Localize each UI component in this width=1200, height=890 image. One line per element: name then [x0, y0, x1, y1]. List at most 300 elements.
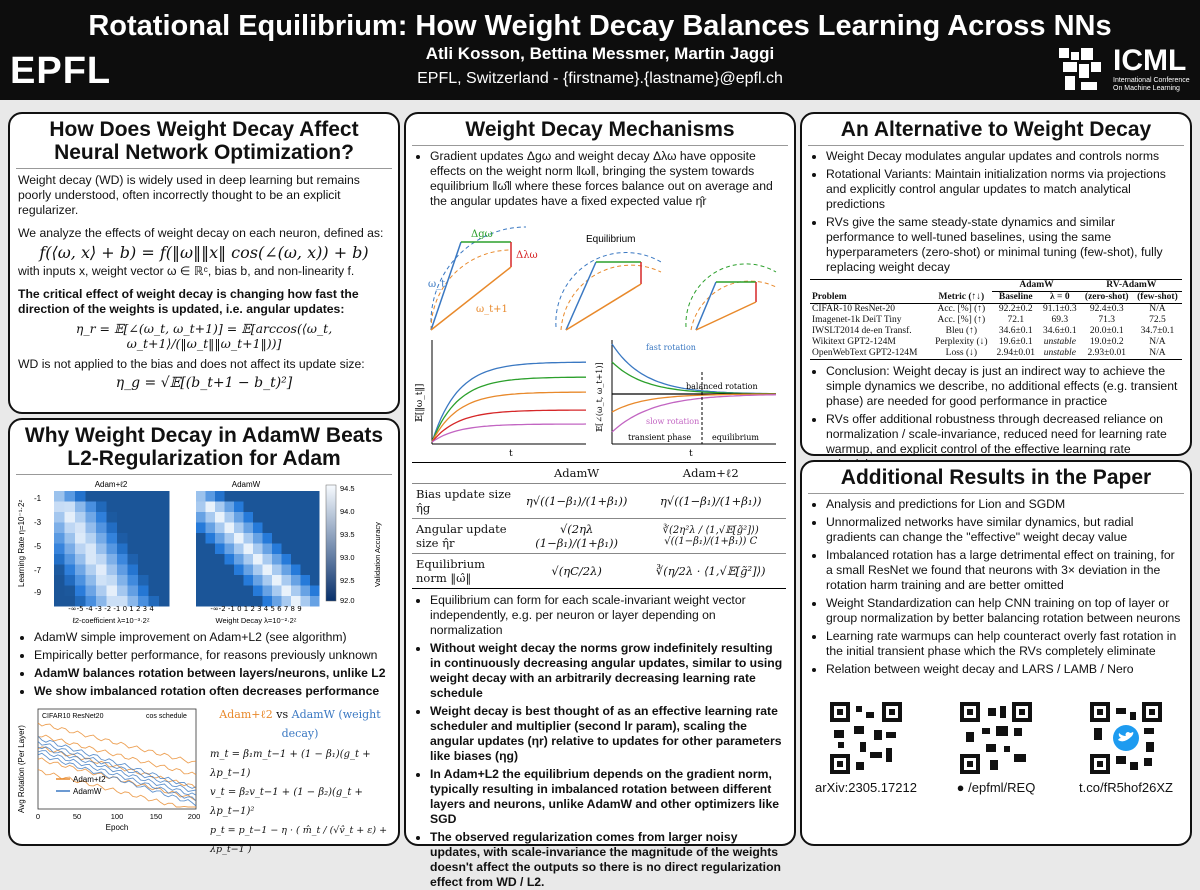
- heatmap-cell: [310, 554, 320, 565]
- table-row: [412, 554, 786, 589]
- heatmap-cell: [159, 491, 170, 502]
- authors: Atli Kosson, Bettina Messmer, Martin Jaggi: [425, 44, 775, 63]
- heatmap-cell: [234, 554, 244, 565]
- norm-circle: [686, 264, 776, 327]
- heatmap-cell: [107, 575, 118, 586]
- twitter-qr-code[interactable]: [1090, 702, 1162, 774]
- heatmap-cell: [244, 586, 254, 597]
- table-cell: unstable: [1043, 337, 1076, 347]
- heatmap-cell: [282, 502, 292, 513]
- ytick: -1: [34, 494, 42, 503]
- heatmap-cell: [272, 575, 282, 586]
- slow-rotation-label: slow rotation: [646, 417, 700, 426]
- github-label[interactable]: [936, 780, 1056, 795]
- inputs-text: with inputs x, weight vector ω ∈ ℝᶜ, bias b, and non-linearity f.: [18, 264, 355, 278]
- panel-weight-decay-optimization: [8, 112, 400, 414]
- panel-title: An Alternative to Weight Decay: [808, 118, 1184, 146]
- table-group-header: AdamW: [992, 280, 1080, 292]
- table-header: Baseline: [998, 292, 1033, 302]
- angular-update-equation: η_r = 𝔼[∠(ω_t, ω_t+1)] = 𝔼[arccos(⟨ω_t, ω_t+1⟩/(‖ω_t‖‖ω_t+1‖))]: [75, 321, 333, 351]
- cb-tick: 92.5: [340, 576, 355, 585]
- github-link-text: /epfml/REQ: [968, 780, 1036, 795]
- table-cell: 92.2±0.2: [998, 304, 1033, 314]
- analyze-text: We analyze the effects of weight decay on each neuron, defined as:: [18, 226, 384, 240]
- transient-label: transient phase: [628, 433, 692, 442]
- heatmap-cell: [196, 512, 206, 523]
- table-cell: Angular update size η̂r: [412, 519, 518, 554]
- rot-schedule: cos schedule: [146, 713, 187, 720]
- heatmap-cell: [253, 575, 263, 586]
- arxiv-label[interactable]: arXiv:2305.17212: [815, 780, 917, 795]
- heatmap-cell: [310, 544, 320, 555]
- heatmap-cell: [272, 533, 282, 544]
- results-table: [810, 279, 1182, 360]
- results-table-body: [810, 304, 1182, 360]
- heatmap-cell: [149, 565, 160, 576]
- plot1-xlabel: t: [509, 449, 513, 459]
- dynamics-plots: [406, 332, 790, 462]
- heatmap-cell: [301, 586, 311, 597]
- icml-logo: [1055, 44, 1195, 96]
- heatmap-cell: [65, 575, 76, 586]
- cb-tick: 92.0: [340, 596, 355, 605]
- heatmap-cell: [138, 533, 149, 544]
- dynamics-curve: [432, 362, 586, 442]
- heatmap-cell: [310, 523, 320, 534]
- xtick: 100: [110, 812, 124, 821]
- twitter-label[interactable]: t.co/fR5hof26XZ: [1079, 780, 1173, 795]
- heatmap-cell: [301, 596, 311, 607]
- heatmap-figure: [16, 477, 392, 627]
- heatmap-cell: [117, 586, 128, 597]
- table-header: λ = 0: [1050, 292, 1070, 302]
- heatmap-cell: [253, 554, 263, 565]
- heatmap-cell: [215, 502, 225, 513]
- table-cell: N/A: [1149, 348, 1166, 358]
- rot-title: CIFAR10 ResNet20: [42, 713, 104, 720]
- table-cell: unstable: [1043, 348, 1076, 358]
- heatmap-cell: [272, 491, 282, 502]
- heatmap-cell: [215, 575, 225, 586]
- heatmap-cell: [244, 533, 254, 544]
- plot2-ylabel: 𝔼[∠(ω_t, ω_t+1)]: [595, 362, 604, 432]
- heatmap-cell: [253, 544, 263, 555]
- heatmap-cell: [75, 491, 86, 502]
- list-item: • AdamW simple improvement on Adam+L2 (see algorithm): [34, 630, 390, 645]
- panel-adamw-vs-l2: [8, 418, 400, 855]
- epfl-logo: EPFL: [10, 50, 112, 92]
- heatmap-cell: [96, 523, 107, 534]
- colorbar-ticks: [340, 484, 355, 605]
- alg-p: p_t = p_t−1 − η · ( m̂_t / (√v̂_t + ε) + λp_t−1 ): [210, 825, 388, 855]
- heatmap-cell: [159, 565, 170, 576]
- heatmap-cell: [234, 512, 244, 523]
- heat2-xlabel: Weight Decay λ=10⁻²·2ᶻ: [215, 616, 297, 625]
- list-item: • Unnormalized networks have similar dynamics, but radial gradients can change the "effective" weight decay value: [826, 515, 1182, 545]
- heatmap-cell: [65, 502, 76, 513]
- balanced-rotation-label: balanced rotation: [686, 382, 758, 391]
- heatmap-cell: [159, 512, 170, 523]
- heatmap-cell: [86, 586, 97, 597]
- table-header: [810, 280, 930, 292]
- heatmap-cell: [272, 544, 282, 555]
- heatmap-cell: [225, 491, 235, 502]
- list-item: • Empirically better performance, for reasons previously unknown: [34, 648, 390, 663]
- colorbar: [326, 485, 336, 601]
- table-header: [412, 463, 518, 484]
- heatmap-cell: [291, 554, 301, 565]
- results-table-wrap: [810, 279, 1182, 360]
- algorithm-title: [210, 705, 390, 743]
- heatmap-cell: [282, 565, 292, 576]
- heatmap-cell: [196, 596, 206, 607]
- table-cell: 34.6±0.1: [998, 326, 1033, 336]
- heat-ylabel: Learning Rate η=10⁻¹·2ᶻ: [17, 499, 26, 587]
- table-cell: Wikitext GPT2-124M: [812, 337, 896, 347]
- alternative-bullets: [810, 149, 1182, 275]
- heatmap-cell: [291, 512, 301, 523]
- heatmap-cell: [244, 554, 254, 565]
- heatmap-cell: [272, 512, 282, 523]
- heatmap-cell: [128, 544, 139, 555]
- table-row: [412, 484, 786, 519]
- rotation-plot-svg: [16, 703, 206, 833]
- list-item: • Equilibrium can form for each scale-invariant weight vector independently, e.g. per neuron or layer depending on normalization: [430, 593, 786, 638]
- heatmap-cell: [244, 512, 254, 523]
- table-cell: 20.0±0.1: [1089, 326, 1124, 336]
- heatmap-cell: [301, 523, 311, 534]
- wt-arrow: [566, 262, 596, 330]
- heatmap-cell: [234, 502, 244, 513]
- heatmap-cell: [263, 544, 273, 555]
- table-header: (few-shot): [1137, 292, 1178, 302]
- heatmap-cell: [75, 565, 86, 576]
- heatmap-cell: [263, 554, 273, 565]
- qr-code-icon: [960, 702, 1032, 774]
- heatmap-cell: [159, 596, 170, 607]
- icml-subtitle: International Conference On Machine Learning: [1113, 77, 1190, 92]
- heatmap-cell: [301, 554, 311, 565]
- heatmap-cell: [253, 491, 263, 502]
- intro-text: Weight decay (WD) is widely used in deep learning but remains poorly understood, often incorrectly thought to be an explicit regularizer.: [18, 173, 360, 217]
- heatmap-cell: [159, 533, 170, 544]
- poster-header: [0, 0, 1200, 100]
- heatmap-cell: [138, 523, 149, 534]
- heatmap-cell: [96, 502, 107, 513]
- heatmap-cell: [96, 512, 107, 523]
- heatmap-cell: [206, 565, 216, 576]
- rotation-figure: [16, 703, 392, 855]
- table-cell: Imagenet-1k DeiT Tiny: [812, 315, 902, 325]
- alg-v: v_t = β₂v_t−1 + (1 − β₂)(g_t + λp_t−1)²: [210, 787, 363, 817]
- xtick: 0: [35, 812, 41, 821]
- cb-tick: 93.5: [340, 530, 355, 539]
- heatmap-cell: [301, 544, 311, 555]
- list-item: • The observed regularization comes from larger noisy updates, with scale-invariance the magnitude of the weights doesn't affect the outputs so there is no direct regularization effect from WD / L2.: [430, 830, 786, 890]
- heatmap-cell: [263, 586, 273, 597]
- heatmap-cell: [225, 554, 235, 565]
- cb-tick: 93.0: [340, 553, 355, 562]
- heatmap-cell: [291, 523, 301, 534]
- table-cell: 19.6±0.1: [998, 337, 1033, 347]
- heatmap-cell: [75, 554, 86, 565]
- heatmap-cell: [291, 533, 301, 544]
- heatmap-cell: [107, 565, 118, 576]
- heatmap-cell: [263, 502, 273, 513]
- equilibrium-diagram: [406, 212, 790, 332]
- heatmap-cell: [225, 502, 235, 513]
- table-cell: N/A: [1149, 337, 1166, 347]
- wt-label: ω_t: [428, 279, 446, 290]
- heatmap-cell: [86, 565, 97, 576]
- table-cell: Equilibrium norm ‖ω̂‖: [412, 554, 518, 589]
- dynamics-curve: [432, 410, 586, 442]
- heatmap-cell: [86, 491, 97, 502]
- heatmap-cell: [159, 554, 170, 565]
- grad-label: Δgω: [471, 229, 493, 240]
- legend-adamw: AdamW: [73, 787, 102, 796]
- heat2-xticks: -∞-2 -1 0 1 2 3 4 5 6 7 8 9: [210, 605, 302, 613]
- table-header: Adam+ℓ2: [635, 463, 786, 484]
- heatmap-cell: [54, 565, 65, 576]
- heatmap-cell: [54, 523, 65, 534]
- table-cell: OpenWebText GPT2-124M: [812, 348, 918, 358]
- heatmap-cell: [225, 533, 235, 544]
- list-item: • Relation between weight decay and LARS / LAMB / Nero: [826, 662, 1182, 677]
- table-header: (zero-shot): [1084, 292, 1129, 302]
- heatmap-cell: [86, 523, 97, 534]
- heatmap-cell: [234, 575, 244, 586]
- heatmap-cell: [65, 533, 76, 544]
- list-item: • Without weight decay the norms grow indefinitely resulting in continuously decreasing angular updates, similar to using weight decay with an arbitrarily decreasing learning rate schedule: [430, 641, 786, 701]
- heatmap-cell: [263, 565, 273, 576]
- rot-ylabel: Avg Rotation (Per Layer): [17, 725, 26, 813]
- heatmap-cell: [86, 575, 97, 586]
- heatmap-cell: [138, 575, 149, 586]
- heatmap-cell: [225, 512, 235, 523]
- alg-vs: vs: [276, 708, 289, 721]
- heatmap-cell: [310, 586, 320, 597]
- list-item: • Weight Decay modulates angular updates and controls norms: [826, 149, 1182, 164]
- table-cell: 72.5: [1149, 315, 1166, 325]
- heatmap-cell: [149, 554, 160, 565]
- heatmap-cell: [196, 491, 206, 502]
- heatmap-cell: [65, 491, 76, 502]
- heatmap-cell: [234, 565, 244, 576]
- additional-bullets: [810, 497, 1182, 677]
- heatmap-cell: [96, 533, 107, 544]
- table-cell: 91.1±0.3: [1042, 304, 1077, 314]
- heatmap-cell: [291, 565, 301, 576]
- heatmap-cell: [196, 544, 206, 555]
- heatmap-cell: [301, 491, 311, 502]
- heatmap-cell: [117, 575, 128, 586]
- heat1-title: Adam+ℓ2: [94, 480, 128, 489]
- heatmap-cell: [75, 586, 86, 597]
- heatmap-cell: [310, 502, 320, 513]
- table-header: Problem: [812, 291, 847, 302]
- heatmap-cell: [117, 565, 128, 576]
- norm-circle: [561, 265, 661, 330]
- heatmap-cell: [282, 554, 292, 565]
- heatmap-cell: [96, 565, 107, 576]
- critical-effect-text: The critical effect of weight decay is changing how fast the direction of the weights is updated, i.e. angular updates:: [18, 287, 359, 316]
- list-item: • We show imbalanced rotation often decreases performance: [34, 684, 390, 699]
- heatmap-cell: [215, 491, 225, 502]
- heatmap-cell: [291, 575, 301, 586]
- heatmap-cell: [215, 565, 225, 576]
- wt1-arrow: [696, 302, 756, 330]
- heatmap-cell: [138, 544, 149, 555]
- heatmap-cell: [107, 554, 118, 565]
- heatmap-cell: [107, 491, 118, 502]
- heatmap-cell: [225, 565, 235, 576]
- heatmap-cell: [138, 554, 149, 565]
- heatmap-cell: [253, 533, 263, 544]
- heatmap-cell: [282, 523, 292, 534]
- heatmap-cell: [159, 502, 170, 513]
- arxiv-qr-code[interactable]: [830, 702, 902, 774]
- heatmap-cell: [138, 491, 149, 502]
- cb-tick: 94.5: [340, 484, 355, 493]
- table-cell: 19.0±0.2: [1089, 337, 1124, 347]
- ytick: -5: [34, 542, 42, 551]
- heatmap-cell: [215, 533, 225, 544]
- heatmap-cell: [128, 502, 139, 513]
- heatmap-cell: [196, 502, 206, 513]
- heatmap-cell: [253, 523, 263, 534]
- heatmap-cell: [225, 544, 235, 555]
- heatmap-cell: [244, 544, 254, 555]
- heatmap-cell: [75, 575, 86, 586]
- norm-circle: [431, 250, 511, 330]
- qr-code-icon: [830, 702, 902, 774]
- wt1-label: ω_t+1: [476, 304, 508, 315]
- heatmap-cell: [149, 502, 160, 513]
- dynamics-curve: [612, 394, 776, 412]
- dynamics-curve: [612, 395, 776, 432]
- heat1-grid: [54, 491, 170, 607]
- plot2-xlabel: t: [689, 449, 693, 459]
- heatmap-cell: [301, 565, 311, 576]
- table-cell: ∛(η/2λ · ⟨1,√𝔼[g̃²]⟩): [635, 554, 786, 589]
- heatmap-cell: [215, 586, 225, 597]
- ytick: -7: [34, 566, 42, 575]
- heatmap-cell: [149, 586, 160, 597]
- xtick: 200: [187, 812, 201, 821]
- heatmap-cell: [128, 575, 139, 586]
- heatmap-cell: [310, 512, 320, 523]
- list-item: • Rotational Variants: Maintain initialization norms via projections and explicitly control angular updates to match analytical predictions: [826, 167, 1182, 212]
- plot1-lines: [432, 362, 586, 442]
- heatmap-cell: [215, 512, 225, 523]
- heatmap-cell: [86, 554, 97, 565]
- heatmap-cell: [301, 533, 311, 544]
- heatmap-cell: [206, 533, 216, 544]
- heatmap-cell: [206, 502, 216, 513]
- heatmap-cell: [54, 544, 65, 555]
- mechanism-intro: [414, 149, 786, 209]
- heatmap-cell: [282, 512, 292, 523]
- table-cell: 34.7±0.1: [1140, 326, 1175, 336]
- heatmap-cell: [128, 565, 139, 576]
- heatmap-cell: [215, 544, 225, 555]
- dynamics-curve: [432, 392, 586, 442]
- panel-title: Weight Decay Mechanisms: [412, 118, 788, 146]
- alg-m: m_t = β₁m_t−1 + (1 − β₁)(g_t + λp_t−1): [210, 749, 371, 779]
- heatmap-cell: [234, 586, 244, 597]
- table-cell: Bleu (↑): [945, 326, 978, 336]
- list-item: • Imbalanced rotation has a large detrimental effect on training, for a small ResNet we found that neurons with 3× deviation in the rotation harm training and are better omitted: [826, 548, 1182, 593]
- ytick: -3: [34, 518, 42, 527]
- heatmap-cell: [310, 565, 320, 576]
- table-header-row: [810, 292, 1182, 304]
- table-cell: 69.3: [1051, 315, 1069, 325]
- affiliation: EPFL, Switzerland - {firstname}.{lastname}@epfl.ch: [417, 70, 783, 87]
- list-item: • Weight Standardization can help CNN training on top of layer or group normalization by better balancing rotation between neurons: [826, 596, 1182, 626]
- list-item: • Learning rate warmups can help counteract overly fast rotation in the initial transient phase which the RVs completely eliminate: [826, 629, 1182, 659]
- heatmap-cell: [282, 575, 292, 586]
- panel-weight-decay-mechanisms: [404, 112, 796, 889]
- heatmap-cell: [128, 533, 139, 544]
- heatmap-cell: [75, 533, 86, 544]
- equilibrium-label: Equilibrium: [586, 234, 636, 245]
- heatmap-cell: [206, 523, 216, 534]
- table-header: Metric (↑↓): [938, 291, 985, 302]
- heatmap-cell: [234, 523, 244, 534]
- heatmap-cell: [310, 491, 320, 502]
- cb-tick: 94.0: [340, 507, 355, 516]
- table-cell: 34.6±0.1: [1042, 326, 1077, 336]
- dynamics-curve: [432, 424, 586, 442]
- table-row: [810, 348, 1182, 360]
- alg-adamw-label: AdamW (weight decay): [281, 708, 381, 740]
- heatmap-cell: [215, 554, 225, 565]
- heatmap-cell: [96, 575, 107, 586]
- table-row: [810, 337, 1182, 348]
- github-qr-code[interactable]: [960, 702, 1032, 774]
- mechanism-bullets: [414, 593, 786, 890]
- heatmap-cell: [75, 512, 86, 523]
- heatmap-cell: [149, 512, 160, 523]
- github-icon: ●: [956, 780, 965, 795]
- heatmap-cell: [128, 586, 139, 597]
- rot-xlabel: Epoch: [105, 823, 129, 832]
- panel-title: Additional Results in the Paper: [808, 466, 1184, 494]
- table-cell: ∛(2η²λ / ⟨1,√𝔼[g̃²]⟩) √((1−β₁)/(1+β₁)) C: [635, 519, 786, 554]
- panel-alternative-to-weight-decay: [800, 112, 1192, 456]
- heatmap-cell: [149, 575, 160, 586]
- xtick: 150: [149, 812, 163, 821]
- heatmap-cell: [117, 544, 128, 555]
- heatmap-cell: [159, 586, 170, 597]
- wt1-arrow: [566, 284, 641, 330]
- heatmap-cell: [54, 533, 65, 544]
- heatmap-cell: [244, 523, 254, 534]
- heatmap-cell: [291, 544, 301, 555]
- table-cell: 72.1: [1007, 315, 1025, 325]
- heatmap-cell: [291, 502, 301, 513]
- neuron-equation: f(⟨ω, x⟩ + b) = f(‖ω‖‖x‖ cos(∠(ω, x)) + b): [39, 243, 369, 262]
- heatmap-cell: [196, 586, 206, 597]
- heatmap-cell: [263, 523, 273, 534]
- equilibrium-table: [412, 462, 786, 589]
- heatmap-cell: [272, 565, 282, 576]
- table-row: [810, 326, 1182, 337]
- heatmap-cell: [117, 554, 128, 565]
- qr-code-row: [802, 694, 1190, 842]
- heatmap-cell: [128, 554, 139, 565]
